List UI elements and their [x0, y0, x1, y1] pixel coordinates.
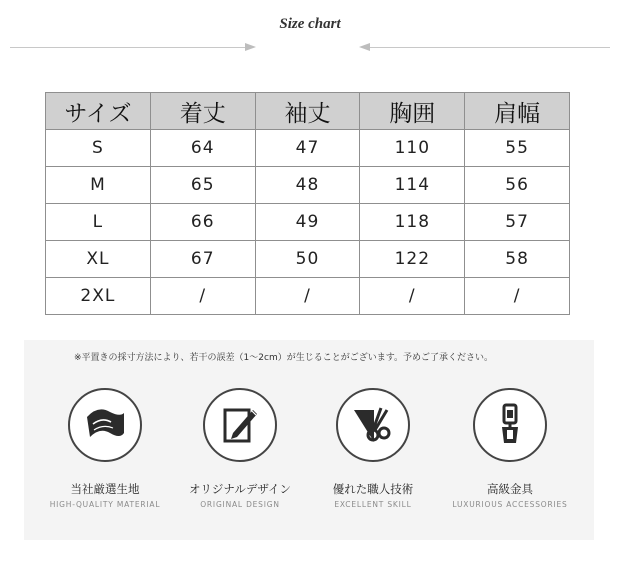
- feature-label: 当社厳選生地: [70, 482, 140, 496]
- cell-sleeve: /: [255, 278, 360, 315]
- feature-skill: [298, 388, 448, 509]
- feature-accessories: [435, 388, 585, 509]
- cell-length: 66: [150, 204, 255, 241]
- header-size: サイズ: [46, 93, 151, 130]
- zipper-icon: [473, 388, 547, 462]
- table-header-row: [46, 93, 570, 130]
- title-divider-left: [10, 47, 245, 48]
- header-shoulder: 肩幅: [465, 93, 570, 130]
- scissors-icon: [336, 388, 410, 462]
- table-row: [46, 278, 570, 315]
- pencil-paper-icon: [203, 388, 277, 462]
- header-length: 着丈: [150, 93, 255, 130]
- feature-label: オリジナルデザイン: [188, 482, 292, 496]
- divider-arrow-right-icon: [359, 43, 370, 51]
- cell-chest: 118: [360, 204, 465, 241]
- cell-shoulder: 57: [465, 204, 570, 241]
- feature-sublabel: ORIGINAL DESIGN: [200, 500, 280, 509]
- fabric-icon: [68, 388, 142, 462]
- cell-sleeve: 49: [255, 204, 360, 241]
- feature-material: [30, 388, 180, 509]
- table-row: [46, 130, 570, 167]
- cell-length: 64: [150, 130, 255, 167]
- table-row: [46, 167, 570, 204]
- feature-design: [165, 388, 315, 509]
- cell-size: XL: [46, 241, 151, 278]
- cell-shoulder: 55: [465, 130, 570, 167]
- cell-length: 65: [150, 167, 255, 204]
- cell-length: 67: [150, 241, 255, 278]
- cell-chest: 122: [360, 241, 465, 278]
- divider-arrow-left-icon: [245, 43, 256, 51]
- feature-label: 高級金具: [487, 482, 533, 496]
- cell-chest: /: [360, 278, 465, 315]
- header-sleeve: 袖丈: [255, 93, 360, 130]
- title-divider-right: [370, 47, 610, 48]
- size-table: [45, 92, 570, 315]
- cell-size: 2XL: [46, 278, 151, 315]
- cell-size: L: [46, 204, 151, 241]
- page-title: Size chart: [279, 16, 341, 32]
- cell-sleeve: 50: [255, 241, 360, 278]
- cell-chest: 110: [360, 130, 465, 167]
- cell-sleeve: 47: [255, 130, 360, 167]
- cell-shoulder: 58: [465, 241, 570, 278]
- cell-chest: 114: [360, 167, 465, 204]
- cell-shoulder: /: [465, 278, 570, 315]
- cell-shoulder: 56: [465, 167, 570, 204]
- table-row: [46, 204, 570, 241]
- feature-sublabel: LUXURIOUS ACCESSORIES: [452, 500, 568, 509]
- measurement-note: ※平置きの採寸方法により、若干の誤差（1～2cm）が生じることがございます。予めご了承ください。: [74, 353, 493, 363]
- cell-size: S: [46, 130, 151, 167]
- feature-sublabel: EXCELLENT SKILL: [334, 500, 412, 509]
- cell-length: /: [150, 278, 255, 315]
- header-chest: 胸囲: [360, 93, 465, 130]
- feature-label: 優れた職人技術: [332, 482, 414, 496]
- cell-size: M: [46, 167, 151, 204]
- table-row: [46, 241, 570, 278]
- cell-sleeve: 48: [255, 167, 360, 204]
- feature-sublabel: HIGH-QUALITY MATERIAL: [49, 500, 161, 509]
